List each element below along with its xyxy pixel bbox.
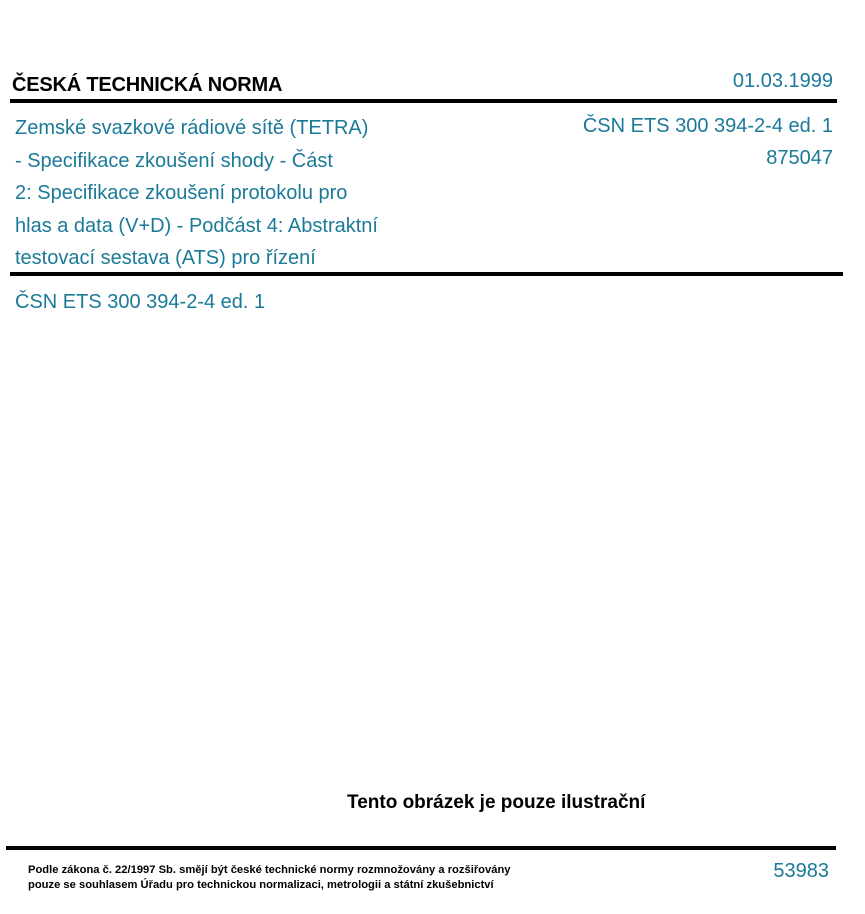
standard-title (15, 112, 435, 275)
standard-title-line: hlas a data (V+D) - Podčást 4: Abstraktní (15, 214, 378, 237)
standard-code: ČSN ETS 300 394-2-4 ed. 1 (582, 115, 833, 137)
legal-notice-line: Podle zákona č. 22/1997 Sb. smějí být české technické normy rozmnožovány a rozšiřovány (28, 864, 511, 876)
standard-title-line: testovací sestava (ATS) pro řízení (15, 247, 316, 269)
standard-number: 875047 (766, 147, 833, 169)
middle-divider (10, 272, 843, 276)
top-divider (10, 99, 837, 103)
bottom-divider (6, 846, 836, 850)
legal-notice (28, 863, 511, 893)
standard-title-line: 2: Specifikace zkoušení protokolu pro (15, 182, 348, 204)
catalog-number: 53983 (773, 860, 829, 882)
document-type-heading: ČESKÁ TECHNICKÁ NORMA (12, 74, 283, 96)
publication-date: 01.03.1999 (732, 70, 833, 92)
standard-title-line: Zemské svazkové rádiové sítě (TETRA) (15, 117, 369, 139)
legal-notice-line: pouze se souhlasem Úřadu pro technickou normalizaci, metrologii a státní zkušebnictví (28, 879, 494, 891)
standard-code-repeat: ČSN ETS 300 394-2-4 ed. 1 (15, 291, 266, 313)
illustration-disclaimer: Tento obrázek je pouze ilustrační (347, 792, 646, 813)
standard-title-line: - Specifikace zkoušení shody - Část (15, 149, 333, 172)
